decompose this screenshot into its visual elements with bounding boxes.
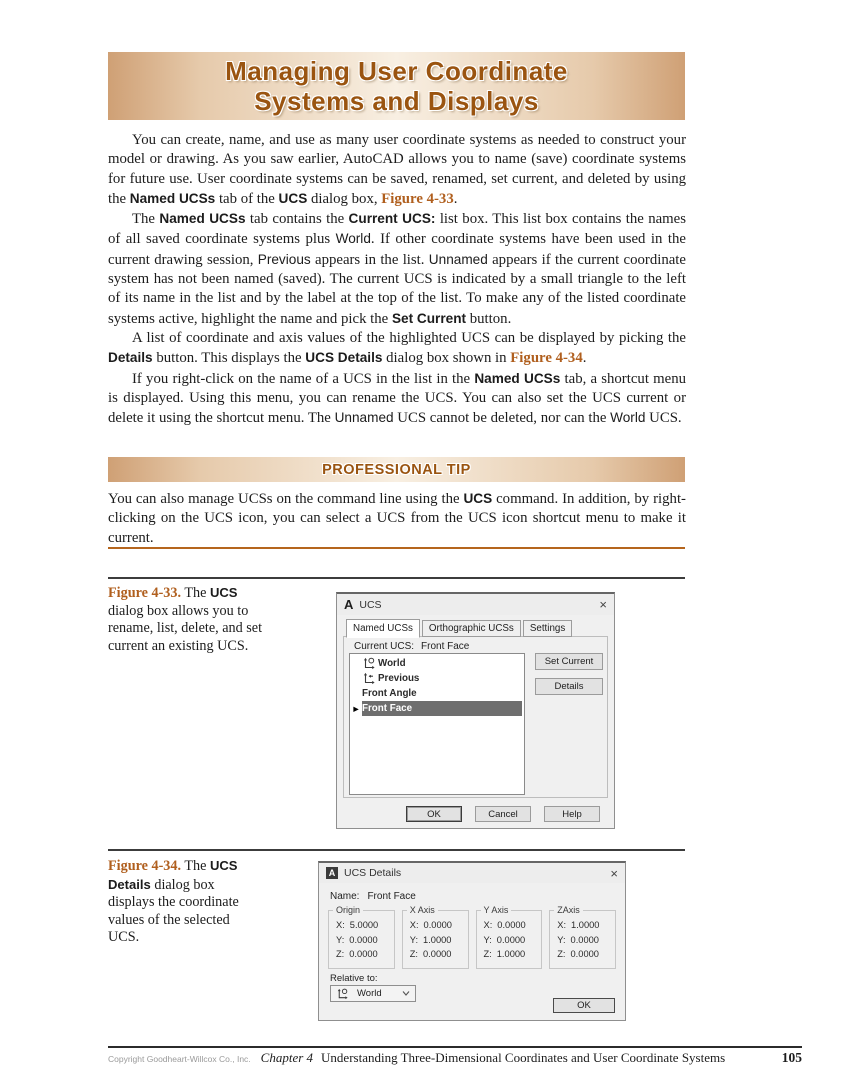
close-icon[interactable]: × — [610, 865, 618, 881]
list-item-label: Front Angle — [362, 688, 417, 699]
ucs-dialog-title: UCS — [359, 598, 382, 611]
current-ucs-value: Front Face — [421, 641, 470, 652]
chevron-down-icon — [402, 991, 410, 996]
y-axis-z: 1.0000 — [496, 949, 526, 959]
current-ucs-label: Current UCS: — [354, 641, 415, 652]
chapter-number: Chapter 4 — [260, 1050, 314, 1065]
name-row — [330, 891, 416, 902]
world-ucs-icon — [336, 988, 352, 1000]
name-label: Name: — [330, 891, 360, 902]
copyright-text: Copyright Goodheart-Willcox Co., Inc. — [108, 1054, 251, 1064]
page-footer — [108, 1050, 802, 1066]
ucs-list-box[interactable] — [349, 653, 525, 795]
relative-to-label: Relative to: — [330, 973, 378, 984]
x-axis-y: 1.0000 — [423, 934, 452, 945]
dialog-bottom-buttons — [406, 806, 600, 822]
tab-settings[interactable]: Settings — [523, 620, 572, 637]
professional-tip-body: You can also manage UCSs on the command line using the UCS command. In addition, by right-clicking on the UCS icon, you can select a UCS from the UCS icon shortcut menu to make it current. — [108, 491, 686, 546]
y-axis-y: 0.0000 — [496, 934, 526, 945]
z-axis-y: 0.0000 — [570, 934, 599, 945]
ucs-dialog-titlebar — [337, 594, 614, 615]
figure33-top-rule — [108, 577, 685, 579]
origin-y: 0.0000 — [349, 934, 378, 945]
z-axis-x: 1.0000 — [571, 920, 600, 930]
y-axis-x: 0.0000 — [497, 920, 526, 930]
details-button[interactable]: Details — [535, 678, 603, 695]
body-text — [108, 131, 686, 428]
z-axis-z: 0.0000 — [570, 949, 599, 959]
close-icon[interactable]: × — [599, 597, 607, 612]
list-item-world[interactable] — [350, 656, 524, 671]
relative-to-dropdown[interactable] — [330, 985, 416, 1002]
page-title-line2: Systems and Displays — [254, 86, 539, 116]
chapter-title-banner — [108, 52, 685, 120]
current-ucs-row — [354, 641, 469, 652]
selected-row-highlight — [362, 701, 522, 716]
professional-tip-heading: PROFESSIONAL TIP — [322, 461, 471, 478]
figure33-caption — [108, 584, 264, 655]
current-ucs-triangle-icon: ▶ — [353, 705, 359, 713]
cancel-button[interactable]: Cancel — [475, 806, 531, 822]
list-item-label: World — [378, 658, 406, 669]
footer-rule — [108, 1046, 802, 1048]
ucs-details-title: UCS Details — [344, 867, 402, 879]
chapter-title: Understanding Three-Dimensional Coordinates and User Coordinate Systems — [321, 1050, 726, 1065]
tip-bottom-rule — [108, 547, 685, 549]
figure33-caption-number: Figure 4-33. — [108, 585, 182, 601]
list-item-front-angle[interactable] — [350, 686, 524, 701]
origin-z: 0.0000 — [349, 949, 378, 959]
paragraph: If you right-click on the name of a UCS in the list in the Named UCSs tab, a shortcut menu is displayed. Using this menu, you can rename the UCS. You can also set the UCS current or delete it using the shortcut menu. The Unnamed UCS cannot be deleted, nor can the World UCS. — [108, 370, 686, 427]
paragraph: The Named UCSs tab contains the Current UCS: list box. This list box contains the names of all saved coordinate systems plus World. If other coordinate systems have been used in the current drawing session, Previous appears in the list. Unnamed appears if the current coordinate system has not been named (saved). The current UCS is indicated by a small triangle to the left of its name in the list and by the label at the top of the list. To make any of the listed coordinate systems active, highlight the name and pick the Set Current button. — [108, 211, 686, 327]
figure34-caption — [108, 857, 264, 947]
origin-group: Origin X: 5.0000 Y: 0.0000 Z: 0.0000 — [328, 910, 395, 969]
paragraph: You can create, name, and use as many user coordinate systems as needed to construct your model or drawing. As you saw earlier, AutoCAD allows you to name (save) coordinate systems for future use. User coordinate systems can be saved, renamed, set current, and deleted by using the Named UCSs tab of the UCS dialog box, Figure 4-33. — [108, 132, 686, 207]
list-item-label: Previous — [378, 673, 420, 684]
axis-groups — [328, 905, 616, 969]
z-axis-group: ZAxis X: 1.0000 Y: 0.0000 Z: 0.0000 — [549, 910, 616, 969]
ucs-dialog — [336, 592, 615, 829]
help-button[interactable]: Help — [544, 806, 600, 822]
relative-to-value: World — [357, 988, 382, 999]
figure34-caption-text: The UCS Details dialog box displays the coordinate values of the selected UCS. — [108, 858, 239, 946]
ucs-details-dialog — [318, 861, 626, 1021]
figure33-caption-text: The UCS dialog box allows you to rename, list, delete, and set current an existing UCS. — [108, 585, 263, 654]
x-axis-group: X Axis X: 0.0000 Y: 1.0000 Z: 0.0000 — [402, 910, 469, 969]
set-current-button[interactable]: Set Current — [535, 653, 603, 670]
origin-x: 5.0000 — [349, 920, 379, 930]
x-axis-z: 0.0000 — [423, 949, 452, 959]
y-axis-group: Y Axis X: 0.0000 Y: 0.0000 Z: 1.0000 — [476, 910, 543, 969]
professional-tip-header-bar — [108, 457, 685, 482]
page-number: 105 — [781, 1050, 802, 1065]
list-item-previous[interactable] — [350, 671, 524, 686]
list-item-front-face[interactable] — [350, 701, 524, 716]
autocad-logo-icon: A — [326, 867, 338, 879]
world-ucs-icon — [362, 657, 378, 670]
tab-orthographic-ucss[interactable]: Orthographic UCSs — [422, 620, 521, 637]
paragraph: A list of coordinate and axis values of the highlighted UCS can be displayed by picking the Details button. This displays the UCS Details dialog box shown in Figure 4-34. — [108, 329, 686, 367]
figure34-caption-number: Figure 4-34. — [108, 858, 182, 874]
x-axis-x: 0.0000 — [423, 920, 452, 930]
previous-ucs-icon — [362, 672, 378, 685]
ucs-dialog-tabs — [346, 620, 574, 638]
ucs-details-titlebar — [319, 863, 625, 883]
ok-button[interactable]: OK — [553, 998, 615, 1013]
figure34-top-rule — [108, 849, 685, 851]
name-value: Front Face — [367, 891, 416, 902]
ok-button[interactable]: OK — [406, 806, 462, 822]
tab-named-ucss[interactable]: Named UCSs — [346, 619, 420, 638]
autocad-logo-icon: A — [344, 597, 354, 612]
list-item-label: Front Face — [362, 703, 413, 714]
page-title: Managing User Coordinate — [225, 56, 568, 86]
